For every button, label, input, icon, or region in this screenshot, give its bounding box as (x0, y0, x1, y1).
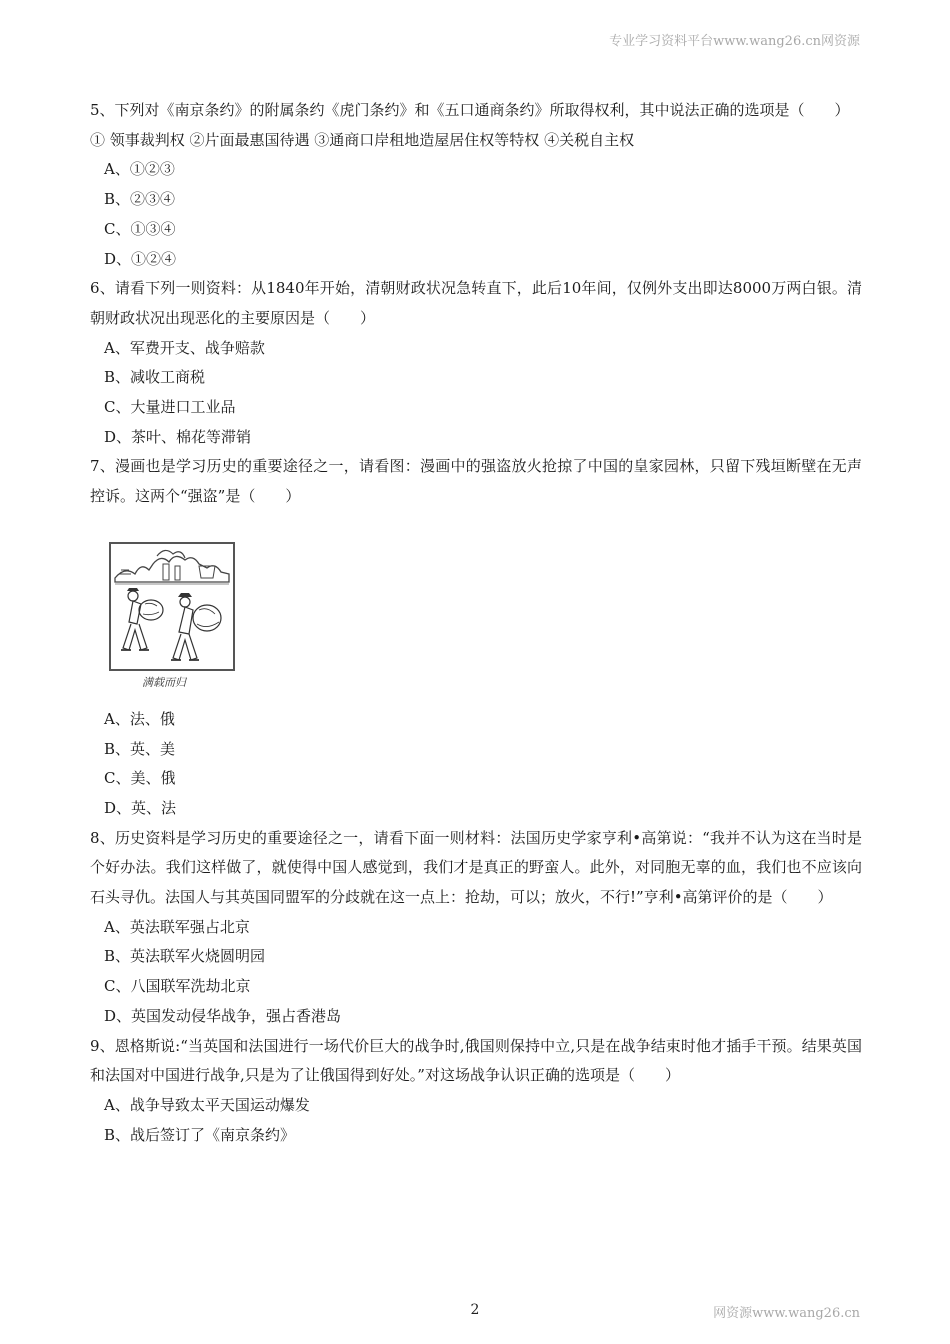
cartoon-figure (106, 542, 246, 691)
question-5-statements: ① 领事裁判权 ②片面最惠国待遇 ③通商口岸租地造屋居住权等特权 ④关税自主权 (90, 130, 635, 149)
question-5-option-b[interactable]: B、②③④ (104, 190, 176, 209)
question-list (90, 96, 862, 1150)
question-8-stem: 8、历史资料是学习历史的重要途径之一，请看下面一则材料：法国历史学家亨利•高第说：“我并不认为这在当时是个好办法。我们这样做了，就使得中国人感觉到，我们才是真正的野蛮人。此外，对同胞无辜的血，我们也不应该向石头寻仇。法国人与其英国同盟军的分歧就在这一点上：抢劫，可以；放火，不行!”亨利•高第评价的是（ ） (90, 828, 862, 907)
question-5-option-c[interactable]: C、①③④ (104, 219, 176, 238)
question-8-option-a[interactable]: A、英法联军强占北京 (104, 917, 250, 936)
question-6 (90, 274, 862, 452)
question-6-option-b[interactable]: B、减收工商税 (104, 368, 206, 387)
question-6-option-a[interactable]: A、军费开支、战争赔款 (104, 338, 265, 357)
question-6-option-d[interactable]: D、茶叶、棉花等滞销 (104, 427, 252, 446)
question-9-option-b[interactable]: B、战后签订了《南京条约》 (104, 1125, 296, 1144)
question-7-stem: 7、漫画也是学习历史的重要途径之一，请看图：漫画中的强盗放火抢掠了中国的皇家园林，只留下残垣断壁在无声控诉。这两个“强盗”是（ ） (90, 457, 862, 506)
question-5-option-a[interactable]: A、①②③ (104, 160, 175, 179)
question-7 (90, 452, 862, 823)
question-5-option-d[interactable]: D、①②④ (104, 249, 177, 268)
question-7-option-c[interactable]: C、美、俄 (104, 769, 176, 788)
cartoon-image (109, 542, 235, 671)
question-6-option-c[interactable]: C、大量进口工业品 (104, 398, 236, 417)
question-8-option-b[interactable]: B、英法联军火烧圆明园 (104, 947, 266, 966)
question-8-option-d[interactable]: D、英国发动侵华战争，强占香港岛 (104, 1006, 342, 1025)
question-8 (90, 824, 862, 1032)
question-5 (90, 96, 862, 274)
question-9-stem: 9、恩格斯说:“当英国和法国进行一场代价巨大的战争时,俄国则保持中立,只是在战争结束时他才插手干预。结果英国和法国对中国进行战争,只是为了让俄国得到好处。”对这场战争认识正确的选项是（ ） (90, 1036, 862, 1085)
question-9 (90, 1032, 862, 1151)
question-9-option-a[interactable]: A、战争导致太平天国运动爆发 (104, 1095, 310, 1114)
question-8-option-c[interactable]: C、八国联军洗劫北京 (104, 977, 251, 996)
question-7-option-a[interactable]: A、法、俄 (104, 709, 175, 728)
page-number: 2 (470, 1302, 480, 1318)
header-watermark: 专业学习资料平台www.wang26.cn网资源 (609, 34, 860, 49)
footer-watermark: 网资源www.wang26.cn (713, 1306, 860, 1321)
question-7-option-d[interactable]: D、英、法 (104, 798, 177, 817)
cartoon-caption: 满载而归 (142, 675, 186, 689)
question-7-option-b[interactable]: B、英、美 (104, 739, 176, 758)
question-5-stem: 5、下列对《南京条约》的附属条约《虎门条约》和《五口通商条约》所取得权利，其中说法正确的选项是（ ） (90, 101, 850, 119)
question-6-stem: 6、请看下列一则资料：从1840年开始，清朝财政状况急转直下，此后10年间，仅例外支出即达8000万两白银。清朝财政状况出现恶化的主要原因是（ ） (90, 279, 862, 327)
